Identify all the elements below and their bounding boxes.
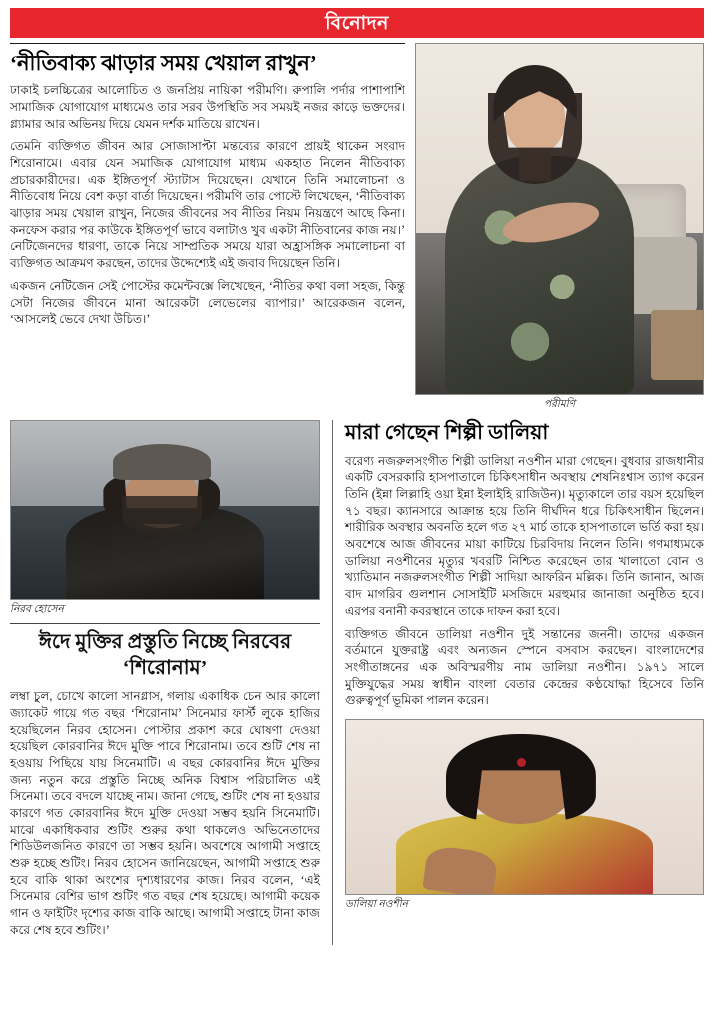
dalia-photo-caption: ডালিয়া নওশীন — [345, 898, 408, 910]
nirob-headline-rule — [10, 623, 320, 624]
dalia-story-column — [345, 420, 704, 914]
nirob-story-headline: ঈদে মুক্তির প্রস্তুতি নিচ্ছে নিরবের ‘শিরোনাম’ — [38, 631, 292, 679]
nirob-story-column — [10, 420, 320, 945]
nirob-story-paragraph-1: লম্বা চুল, চোখে কালো সানগ্লাস, গলায় একাধিক চেন আর কালো জ্যাকেট গায়ে গত বছর ‘শিরোনাম’ সিনেমার ফার্স্ট লুকে হাজির হয়েছিলেন নিরব হোসেন। পোস্টার প্রকাশ করে ঘোষণা দেওয়া হয়েছিল কোরবানির ঈদে মুক্তি পাবে শিরোনাম। তবে শুটি শেষ না হওয়ায় পিছিয়ে যায় সিনেমাটি। এ বছর কোরবানির ঈদে মুক্তির জন্য নতুন করে প্রস্তুতি নিচ্ছে অনিক বিশ্বাস পরিচালিত এই সিনেমা। তবে বদলে যাচ্ছে নাম। জানা গেছে, শুটিং শেষ না হওয়ার কারণে গত কোরবানির ঈদে মুক্তি দেওয়া সম্ভব হয়নি সিনেমাটি। মাঝে একাধিকবার শুটিং শুরুর কথা থাকলেও অভিনেতাদের শিডিউলজনিত কারণে তা সম্ভব হয়নি। অবশেষে আগামী সপ্তাহে শুরু হচ্ছে শুটিং। নিরব হোসেন জানিয়েছেন, আগামী সপ্তাহে শুরু হবে বাকি থাকা অংশের দৃশ্যধারণের কাজ। নিরব বলেন, ‘এই সিনেমার বেশির ভাগ শুটিং গত বছর শেষ হয়েছে। আগামী কয়েক গান ও ফাইটিং দৃশ্যের কাজ বাকি আছে। আগামী সপ্তাহে টানা কাজ করে শেষ হবে শুটিং।’ — [10, 689, 320, 937]
masthead-title: বিনোদন — [325, 12, 389, 34]
lead-story-text-column — [10, 43, 405, 334]
dalia-story-paragraph-2: ব্যক্তিগত জীবনে ডালিয়া নওশীন দুই সন্তানের জননী। তাদের একজন বর্তমানে যুক্তরাষ্ট্র এবং অন্যজন স্পেনে বসবাস করছেন। বাংলাদেশের সংগীতাঙ্গনের এক অবিস্মরণীয় নাম ডালিয়া নওশীন। ১৯৭১ সালে মুক্তিযুদ্ধের সময় স্বাধীন বাংলা বেতার কেন্দ্রের কণ্ঠযোদ্ধা হিসেবে তিনি গুরুত্বপূর্ণ ভূমিকা পালন করেন। — [345, 626, 704, 708]
lead-story-paragraph-1: ঢাকাই চলচ্চিত্রের আলোচিত ও জনপ্রিয় নায়িকা পরীমণি। রুপালি পর্দার পাশাপাশি সামাজিক যোগাযোগ মাধ্যমেও তার সরব উপস্থিতি সব সময়ই নজর কাড়ে ভক্তদের। গ্ল্যামার আর অভিনয় দিয়ে যেমন দর্শক মাতিয়ে রাখেন। — [10, 83, 405, 131]
porimoni-photo — [415, 43, 704, 395]
dalia-story-paragraph-1: বরেণ্য নজরুলসংগীত শিল্পী ডালিয়া নওশীন মারা গেছেন। বুধবার রাজধানীর একটি বেসরকারি হাসপাতালে চিকিৎসাধীন অবস্থায় শেষনিঃশ্বাস ত্যাগ করেন তিনি (ইন্না লিল্লাহি ওয়া ইন্না ইলাইহি রাজিউন)। মৃত্যুকালে তার বয়স হয়েছিল ৭১ বছর। ক্যানসারে আক্রান্ত হয়ে তিনি দীর্ঘদিন ধরে চিকিৎসাধীন ছিলেন। শারীরিক অবস্থার অবনতি হলে গত ২৭ মার্চ তাকে হাসপাতালে ভর্তি করা হয়। অবশেষে আজ জীবনের মায়া কাটিয়ে চিরবিদায় নিলেন তিনি। গণমাধ্যমকে ডালিয়া নওশীনের মৃত্যুর খবরটি নিশ্চিত করেছেন তার খালাতো বোন ও খ্যাতিমান নজরুলসংগীত শিল্পী সাদিয়া আফরিন মল্লিক। তিনি জানান, আজ বাদ মাগরিব গুলশান সোসাইটি মসজিদে মরহুমার জানাজা অনুষ্ঠিত হবে। এরপর বনানী কবরস্থানে তাকে দাফন করা হবে। — [345, 453, 704, 618]
dalia-nowshin-photo — [345, 719, 704, 895]
nirob-photo-caption: নিরব হোসেন — [10, 604, 64, 615]
dress-shape — [445, 156, 634, 394]
lower-stories-block — [10, 420, 704, 945]
headline-rule-top — [10, 43, 405, 44]
lead-story-paragraph-2: তেমনি ব্যক্তিগত জীবন আর সোজাসাপ্টা মন্তব্যের কারণে প্রায়ই থাকেন সংবাদ শিরোনামে। এবার যেন সমাজিক যোগাযোগ মাধ্যম একহাত নিলেন নীতিবাক্য প্রচারকারীদের। এক ইঙ্গিতপূর্ণ স্ট্যাটাস দিয়েছেন। যেখানে তিনি সমালোচনা ও নীতিবোধ নিয়ে বেশ কড়া বার্তা দিয়েছেন। পরীমণি তার পোস্টে লিখেছেন, ‘নীতিবাক্য ঝাড়ার সময় খেয়াল রাখুন, নিজের জীবনের সব নীতির নিয়ম নিয়ন্ত্রণে আছে কিনা। কনফেস করার পর কাউকে ইঙ্গিতপূর্ণ ভাবে বলাটাও খুব একটা নীতিবানের কাজ নয়।’ নেটিজেনদের ধারণা, তাকে নিয়ে সাম্প্রতিক সময়ে যারা অহ্রাসঙ্গিক সমালোচনা বা ব্যক্তিগত আক্রমণ করছেন, তাদের উদ্দেশ্যেই এই জবাব দিয়েছেন তিনি। — [10, 139, 405, 271]
side-table-shape — [651, 310, 704, 380]
porimoni-photo-caption: পরীমণি — [543, 399, 576, 410]
dalia-story-headline: মারা গেছেন শিল্পী ডালিয়া — [345, 422, 549, 444]
nirob-hossain-photo — [10, 420, 320, 600]
lead-story-photo-column — [415, 43, 704, 414]
lead-story-paragraph-3: একজন নেটিজেন সেই পোস্টের কমেন্টবক্সে লিখেছেন, ‘নীতির কথা বলা সহজ, কিন্তু সেটা নিজের জীবনে মানা আরেকটা লেভেলের ব্যাপার।’ আরেকজন বলেন, ‘আসলেই ভেবে দেখা উচিত।’ — [10, 278, 405, 327]
beard-shape — [122, 496, 202, 535]
masthead — [10, 8, 704, 38]
lead-story-headline: ‘নীতিবাক্য ঝাড়ার সময় খেয়াল রাখুন’ — [10, 51, 317, 75]
lead-story-block — [10, 43, 704, 414]
cap-shape — [113, 444, 212, 480]
column-divider — [332, 420, 333, 945]
